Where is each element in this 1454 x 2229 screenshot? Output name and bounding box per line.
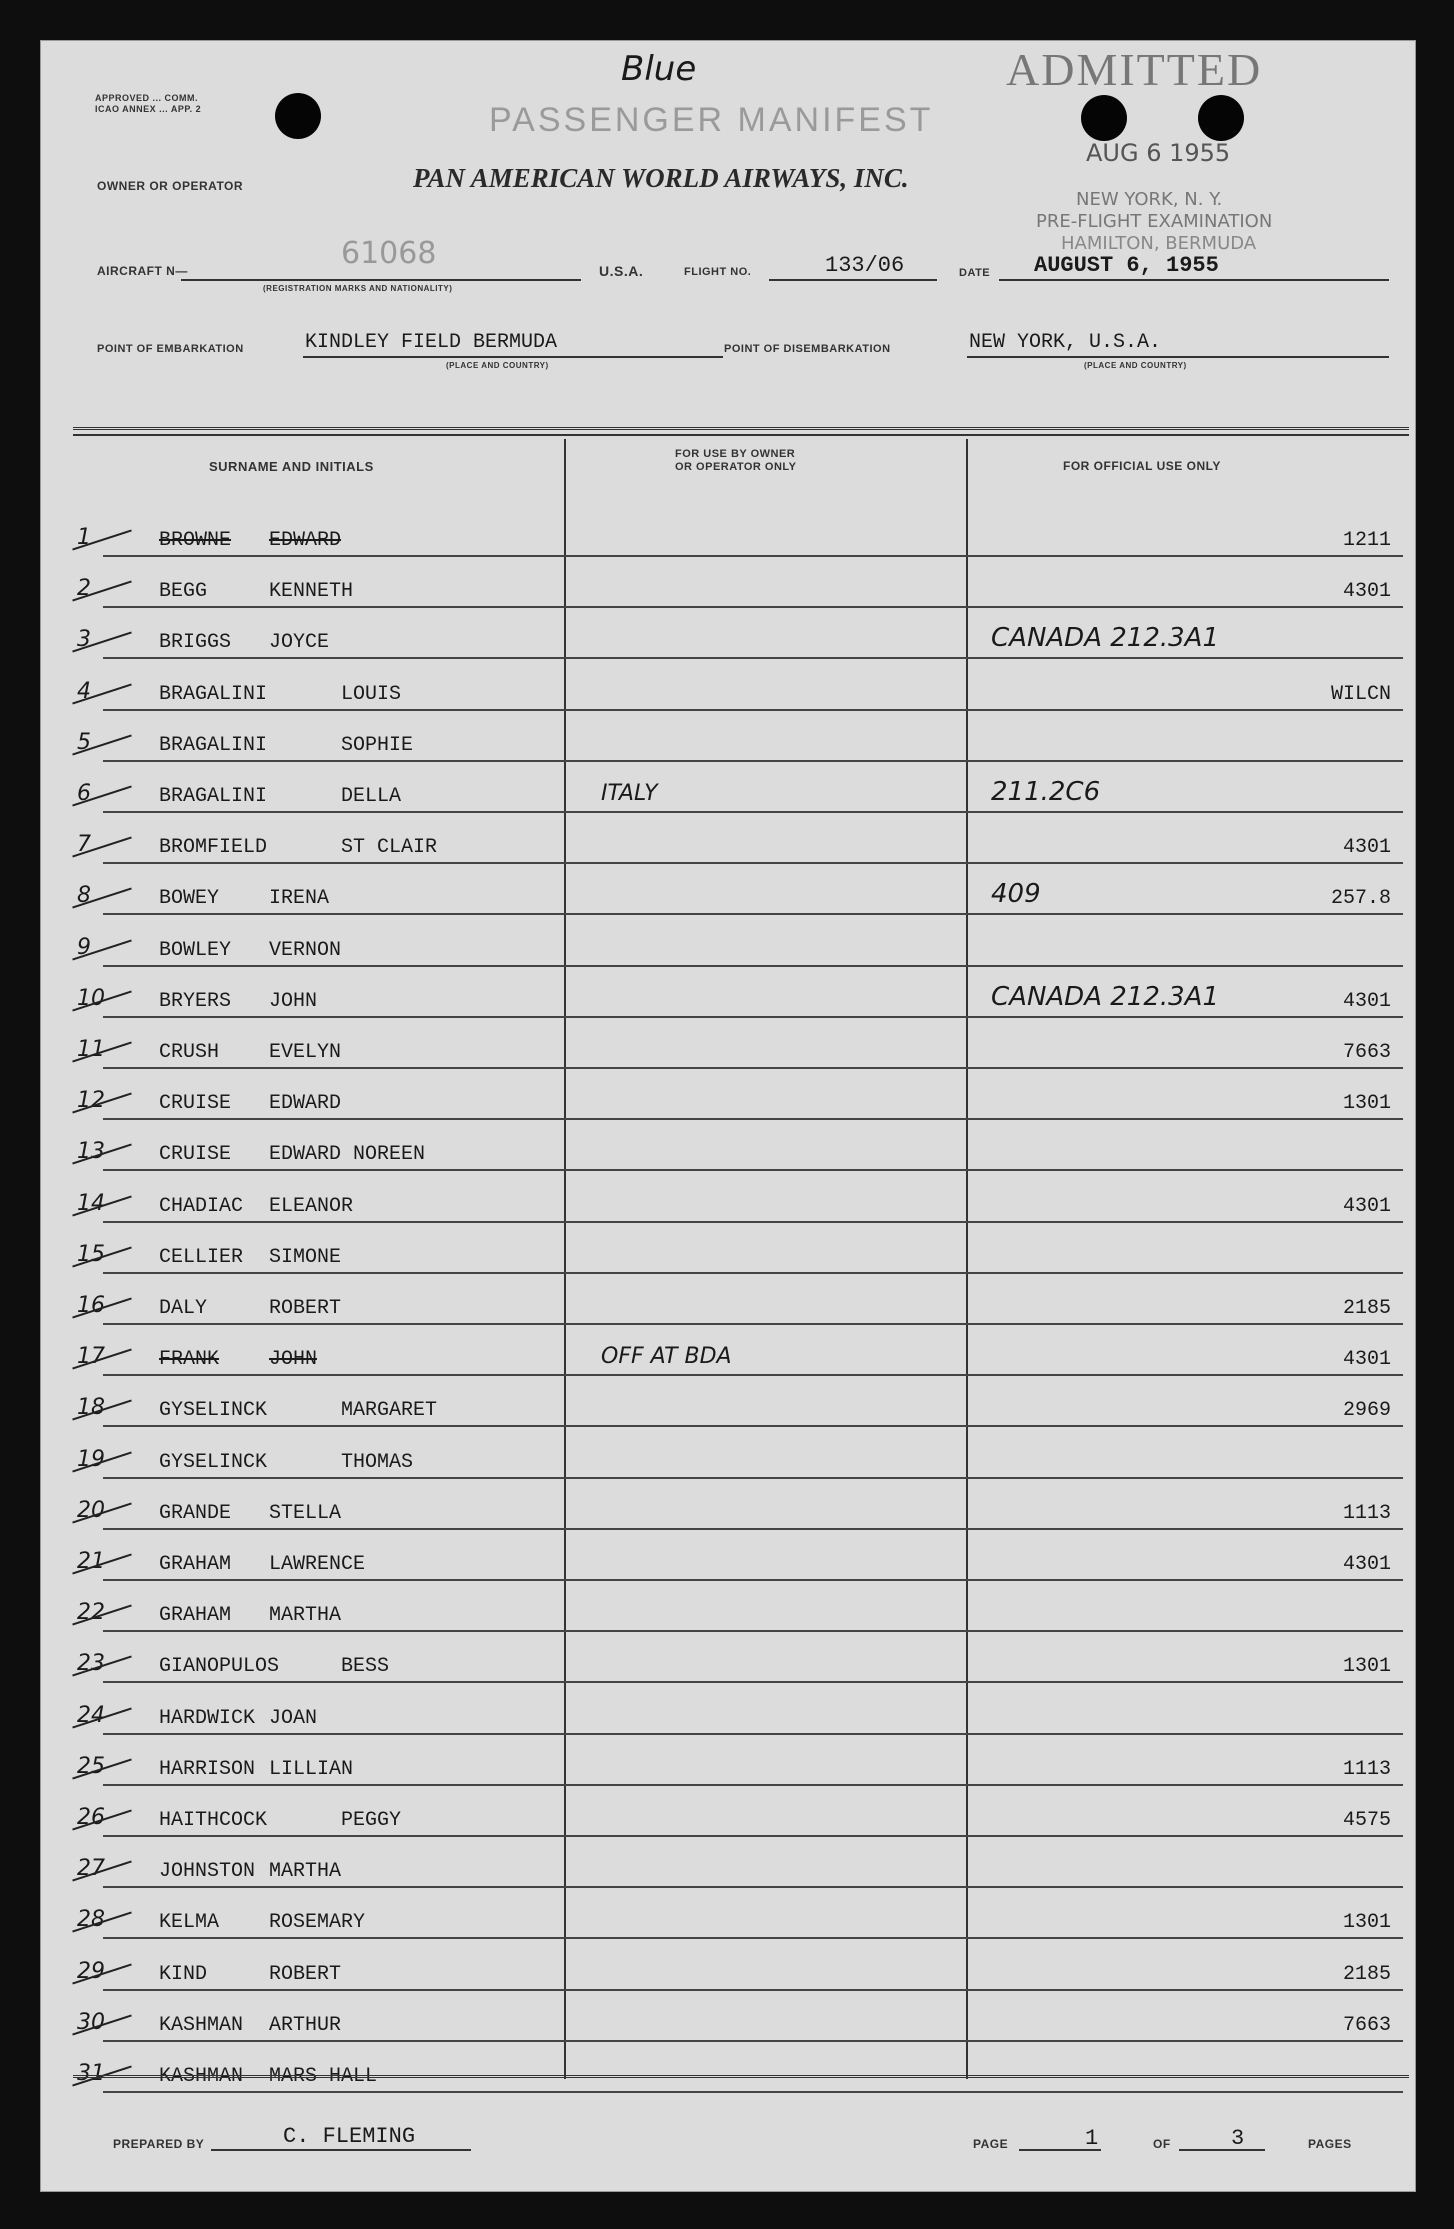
disembark-sublabel: (PLACE AND COUNTRY)	[1084, 361, 1187, 370]
row-number: 11	[77, 1037, 105, 1062]
of-value: 3	[1231, 2126, 1245, 2151]
row-underline	[103, 965, 1403, 967]
official-code: 4301	[1342, 1348, 1391, 1372]
passenger-surname: GRANDE	[159, 1501, 232, 1525]
official-handwritten: 211.2C6	[991, 777, 1101, 807]
date-label: DATE	[959, 267, 991, 279]
row-underline	[103, 1118, 1403, 1120]
passenger-given-name: DELLA	[341, 785, 402, 808]
passenger-surname: FRANK	[159, 1348, 220, 1372]
row-underline	[103, 1937, 1403, 1939]
punch-hole	[1198, 95, 1244, 141]
table-bottom-rule	[73, 2075, 1409, 2078]
passenger-given-name: MARTHA	[269, 1604, 342, 1628]
passenger-given-name: THOMAS	[341, 1450, 414, 1474]
passenger-given-name: EDWARD	[269, 1092, 342, 1116]
passenger-given-name: ST CLAIR	[341, 836, 438, 860]
official-code: 4575	[1342, 1809, 1391, 1832]
row-underline	[103, 1272, 1403, 1274]
row-number: 17	[77, 1344, 105, 1370]
passenger-given-name: ROSEMARY	[269, 1911, 366, 1935]
passenger-surname: GRAHAM	[159, 1604, 232, 1628]
manifest-sheet	[40, 40, 1416, 2192]
row-number: 25	[77, 1753, 105, 1779]
passenger-given-name: ROBERT	[269, 1297, 342, 1320]
row-underline	[103, 1374, 1403, 1376]
passenger-surname: JOHNSTON	[159, 1860, 256, 1884]
row-number: 1	[77, 525, 91, 550]
row-underline	[103, 1579, 1403, 1581]
row-number: 8	[77, 883, 91, 909]
passenger-surname: GYSELINCK	[159, 1399, 268, 1423]
owner-note: ITALY	[601, 781, 658, 806]
row-number: 6	[77, 781, 91, 806]
passenger-given-name: IRENA	[269, 887, 330, 911]
row-underline	[103, 1835, 1403, 1837]
row-underline	[103, 1323, 1403, 1325]
passenger-surname: BEGG	[159, 580, 208, 604]
stamp-line-3: HAMILTON, BERMUDA	[1061, 233, 1257, 254]
official-code: 4301	[1342, 1194, 1391, 1218]
official-handwritten: CANADA 212.3A1	[991, 981, 1220, 1012]
passenger-surname: HARRISON	[159, 1757, 256, 1781]
embark-value: KINDLEY FIELD BERMUDA	[305, 331, 558, 354]
passenger-given-name: MARGARET	[341, 1399, 438, 1423]
flight-underline	[769, 279, 937, 281]
passenger-surname: BRIGGS	[159, 631, 232, 655]
passenger-given-name: STELLA	[269, 1501, 342, 1525]
official-code: 1301	[1342, 1655, 1391, 1679]
passenger-surname: GIANOPULOS	[159, 1655, 280, 1679]
passenger-given-name: MARTHA	[269, 1860, 342, 1884]
official-code: WILCN	[1330, 682, 1391, 706]
row-number: 18	[77, 1395, 105, 1421]
row-number: 19	[77, 1446, 105, 1472]
passenger-given-name: ELEANOR	[269, 1194, 354, 1218]
column-divider-1	[564, 439, 566, 2079]
passenger-surname: BROWNE	[159, 529, 232, 552]
passenger-given-name: KENNETH	[269, 580, 354, 604]
row-underline	[103, 1784, 1403, 1786]
row-number: 10	[77, 985, 105, 1011]
official-code: 7663	[1342, 1041, 1391, 1064]
disembark-underline	[967, 356, 1389, 358]
row-underline	[103, 862, 1403, 864]
page-value: 1	[1085, 2126, 1099, 2151]
passenger-given-name: JOHN	[269, 1348, 318, 1372]
pages-label: PAGES	[1308, 2137, 1352, 2151]
row-number: 22	[77, 1600, 105, 1626]
passenger-given-name: LOUIS	[341, 682, 402, 706]
row-number: 29	[77, 1958, 105, 1984]
row-number: 26	[77, 1805, 105, 1830]
stamp-line-2: PRE-FLIGHT EXAMINATION	[1036, 211, 1273, 232]
row-number: 28	[77, 1907, 105, 1933]
passenger-surname: GYSELINCK	[159, 1450, 268, 1474]
stamp-date: AUG 6 1955	[1086, 139, 1231, 167]
date-value: AUGUST 6, 1955	[1034, 253, 1219, 278]
prepared-underline	[211, 2149, 471, 2151]
row-underline	[103, 1886, 1403, 1888]
approval-text: APPROVED ... COMM. ICAO ANNEX ... APP. 2	[95, 93, 202, 114]
row-number: 13	[77, 1139, 105, 1165]
passenger-surname: HARDWICK	[159, 1706, 256, 1730]
table-top-rule	[73, 427, 1409, 430]
stamp-line-1: NEW YORK, N. Y.	[1076, 189, 1223, 210]
company-name: PAN AMERICAN WORLD AIRWAYS, INC.	[413, 163, 909, 193]
row-number: 24	[77, 1702, 105, 1728]
column-header-owner-2: OR OPERATOR ONLY	[675, 461, 797, 473]
column-header-surname: SURNAME AND INITIALS	[209, 459, 374, 474]
row-number: 16	[77, 1293, 105, 1318]
official-code: 7663	[1342, 2013, 1391, 2037]
official-code: 4301	[1342, 836, 1391, 860]
prepared-label: PREPARED BY	[113, 2137, 205, 2151]
passenger-surname: KIND	[159, 1962, 208, 1986]
row-underline	[103, 555, 1403, 557]
row-underline	[103, 760, 1403, 762]
official-code: 1301	[1342, 1911, 1391, 1935]
aircraft-value: 61068	[341, 236, 437, 271]
flight-value: 133/06	[825, 253, 905, 278]
manifest-title: PASSENGER MANIFEST	[489, 101, 934, 139]
row-underline	[103, 1733, 1403, 1735]
column-divider-2	[966, 439, 968, 2079]
row-underline	[103, 811, 1403, 813]
row-underline	[103, 2040, 1403, 2042]
official-code: 1113	[1342, 1757, 1391, 1781]
official-code: 1301	[1342, 1092, 1391, 1116]
row-number: 5	[77, 729, 91, 755]
passenger-surname: DALY	[159, 1297, 208, 1320]
table-top-rule-2	[73, 434, 1409, 436]
passenger-given-name: MARS HALL	[269, 2065, 378, 2088]
row-underline	[103, 1681, 1403, 1683]
embark-label: POINT OF EMBARKATION	[97, 343, 244, 355]
passenger-given-name: ARTHUR	[269, 2013, 342, 2037]
row-underline	[103, 1016, 1403, 1018]
embark-sublabel: (PLACE AND COUNTRY)	[446, 361, 549, 370]
passenger-surname: KASHMAN	[159, 2013, 244, 2037]
passenger-surname: BRYERS	[159, 989, 232, 1013]
passenger-surname: BRAGALINI	[159, 785, 268, 808]
passenger-surname: KELMA	[159, 1911, 220, 1935]
row-number: 4	[77, 678, 91, 704]
row-underline	[103, 2091, 1403, 2093]
passenger-given-name: LILLIAN	[269, 1757, 354, 1781]
passenger-surname: BRAGALINI	[159, 682, 268, 706]
punch-hole	[275, 93, 321, 139]
passenger-surname: CRUISE	[159, 1143, 232, 1167]
aircraft-underline	[181, 279, 581, 281]
row-underline	[103, 913, 1403, 915]
flight-label: FLIGHT NO.	[684, 266, 752, 278]
passenger-given-name: EDWARD	[269, 529, 342, 552]
embark-underline	[303, 356, 723, 358]
official-code: 4301	[1342, 989, 1391, 1013]
passenger-surname: CELLIER	[159, 1245, 244, 1269]
official-code: 1211	[1342, 529, 1391, 552]
passenger-surname: CHADIAC	[159, 1194, 244, 1218]
official-code: 2969	[1342, 1399, 1391, 1423]
passenger-given-name: JOYCE	[269, 631, 330, 655]
passenger-given-name: PEGGY	[341, 1809, 402, 1832]
row-underline	[103, 606, 1403, 608]
row-number: 31	[77, 2061, 105, 2086]
row-number: 23	[77, 1651, 105, 1677]
row-underline	[103, 1425, 1403, 1427]
official-handwritten: 409	[991, 879, 1041, 910]
passenger-surname: KASHMAN	[159, 2065, 244, 2088]
date-underline	[999, 279, 1389, 281]
row-number: 12	[77, 1088, 105, 1114]
official-code: 2185	[1342, 1962, 1391, 1986]
passenger-given-name: SOPHIE	[341, 733, 414, 757]
passenger-given-name: JOAN	[269, 1706, 318, 1730]
stamp-admitted: ADMITTED	[1006, 44, 1263, 95]
row-number: 2	[77, 576, 91, 602]
row-number: 14	[77, 1190, 105, 1216]
aircraft-sublabel: (REGISTRATION MARKS AND NATIONALITY)	[263, 284, 453, 293]
official-code: 1113	[1342, 1501, 1391, 1525]
page-label: PAGE	[973, 2137, 1009, 2151]
official-handwritten: CANADA 212.3A1	[991, 623, 1220, 654]
official-code: 257.8	[1330, 887, 1391, 911]
row-underline	[103, 1221, 1403, 1223]
row-number: 27	[77, 1856, 105, 1882]
row-underline	[103, 709, 1403, 711]
aircraft-label: AIRCRAFT N—	[97, 264, 188, 278]
row-underline	[103, 1477, 1403, 1479]
passenger-surname: BOWLEY	[159, 938, 232, 962]
passenger-given-name: ROBERT	[269, 1962, 342, 1986]
passenger-surname: BRAGALINI	[159, 733, 268, 757]
row-number: 20	[77, 1497, 105, 1523]
passenger-surname: HAITHCOCK	[159, 1809, 268, 1832]
of-label: OF	[1153, 2137, 1171, 2151]
passenger-given-name: EVELYN	[269, 1041, 342, 1064]
official-code: 4301	[1342, 1553, 1391, 1576]
passenger-given-name: EDWARD NOREEN	[269, 1143, 426, 1167]
row-number: 21	[77, 1549, 105, 1574]
passenger-surname: BROMFIELD	[159, 836, 268, 860]
official-code: 4301	[1342, 580, 1391, 604]
passenger-given-name: JOHN	[269, 989, 318, 1013]
owner-note: OFF AT BDA	[601, 1344, 732, 1370]
row-number: 3	[77, 627, 91, 653]
prepared-value: C. FLEMING	[283, 2124, 416, 2149]
passenger-given-name: VERNON	[269, 938, 342, 962]
column-header-official: FOR OFFICIAL USE ONLY	[1063, 459, 1221, 473]
passenger-surname: CRUISE	[159, 1092, 232, 1116]
disembark-value: NEW YORK, U.S.A.	[969, 331, 1162, 354]
passenger-surname: CRUSH	[159, 1041, 220, 1064]
row-number: 7	[77, 832, 91, 858]
row-underline	[103, 1067, 1403, 1069]
punch-hole	[1081, 95, 1127, 141]
owner-label: OWNER OR OPERATOR	[97, 179, 244, 193]
disembark-label: POINT OF DISEMBARKATION	[724, 343, 891, 355]
row-underline	[103, 1528, 1403, 1530]
usa-label: U.S.A.	[599, 263, 644, 279]
passenger-surname: BOWEY	[159, 887, 220, 911]
passenger-surname: GRAHAM	[159, 1553, 232, 1576]
row-underline	[103, 1989, 1403, 1991]
passenger-given-name: LAWRENCE	[269, 1553, 366, 1576]
column-header-owner-1: FOR USE BY OWNER	[675, 448, 796, 460]
passenger-given-name: SIMONE	[269, 1245, 342, 1269]
handwritten-note-top: Blue	[621, 49, 697, 89]
row-number: 9	[77, 934, 91, 960]
of-underline	[1179, 2149, 1265, 2151]
row-underline	[103, 1630, 1403, 1632]
row-underline	[103, 1169, 1403, 1171]
row-underline	[103, 657, 1403, 659]
official-code: 2185	[1342, 1297, 1391, 1320]
passenger-given-name: BESS	[341, 1655, 390, 1679]
row-number: 15	[77, 1241, 105, 1267]
row-number: 30	[77, 2009, 105, 2035]
